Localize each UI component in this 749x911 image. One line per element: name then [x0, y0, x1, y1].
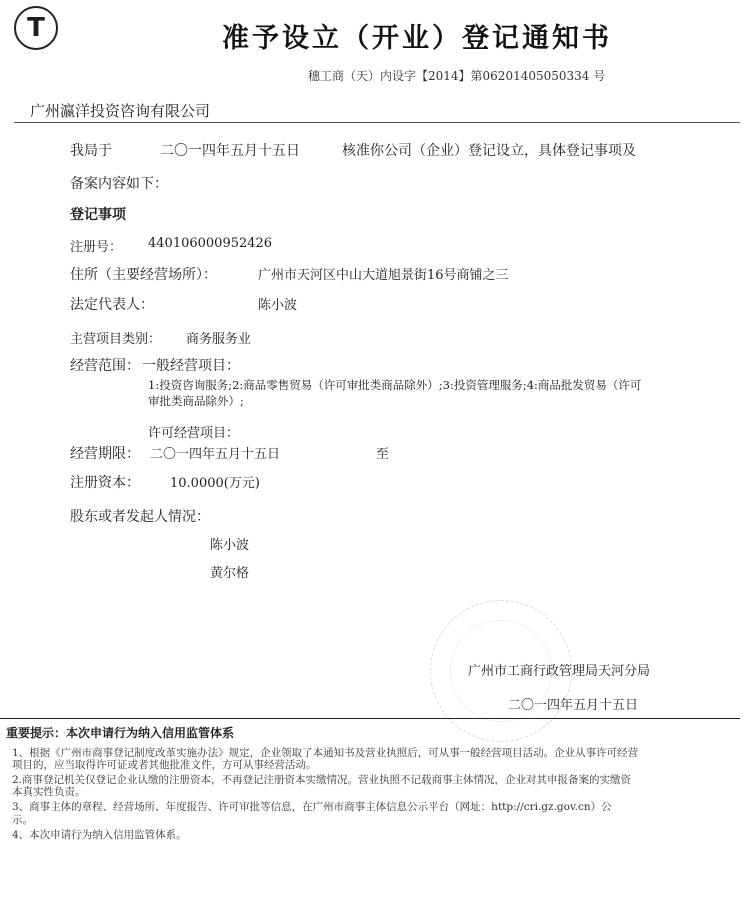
general-items-line1: 1:投资咨询服务;2:商品零售贸易（许可审批类商品除外）;3:投资管理服务;4:商品批发贸易（许可	[148, 378, 642, 392]
notice-line: 项目的，应当取得许可证或者其他批准文件，方可从事经营活动。	[12, 759, 317, 771]
notice-line: 2.商事登记机关仅登记企业认缴的注册资本，不再登记注册资本实缴情况。营业执照不记载商事主体情况，企业对其申报备案的实缴资	[12, 774, 632, 786]
document-title: 准予设立（开业）登记通知书	[222, 23, 612, 54]
header-divider	[14, 122, 740, 123]
intro-line2: 备案内容如下：	[70, 176, 168, 192]
licensed-items-label: 许可经营项目：	[148, 426, 240, 441]
circled-t-stamp: T	[14, 6, 58, 50]
business-scope-label: 经营范围：	[70, 358, 140, 374]
issuer-name: 广州市工商行政管理局天河分局	[468, 664, 651, 679]
intro-prefix: 我局于	[70, 143, 112, 159]
term-start: 二〇一四年五月十五日	[150, 447, 281, 462]
intro-date: 二〇一四年五月十五日	[160, 143, 300, 159]
notice-divider	[0, 718, 740, 719]
notice-title: 重要提示：本次申请行为纳入信用监管体系	[6, 726, 235, 740]
notice-line: 3、商事主体的章程、经营场所、年度报告、许可审批等信息，在广州市商事主体信息公示平台（网址：http://cri.gz.gov.cn）公	[12, 801, 612, 813]
notice-line: 1、根据《广州市商事登记制度改革实施办法》规定，企业领取了本通知书及营业执照后，可从事一般经营项目活动。企业从事许可经营	[12, 747, 639, 759]
term-to: 至	[376, 447, 390, 462]
main-category-label: 主营项目类别：	[70, 332, 162, 347]
shareholders-label: 股东或者发起人情况：	[70, 509, 210, 525]
reg-number-label: 注册号：	[70, 240, 123, 255]
address-value: 广州市天河区中山大道旭景街16号商铺之三	[258, 268, 509, 283]
general-items-label: 一般经营项目：	[142, 358, 240, 374]
notice-line: 本真实性负责。	[12, 786, 86, 798]
issue-date: 二〇一四年五月十五日	[508, 698, 639, 713]
capital-label: 注册资本：	[70, 475, 140, 491]
address-label: 住所（主要经营场所）：	[70, 267, 217, 283]
intro-suffix: 核准你公司（企业）登记设立，具体登记事项及	[342, 143, 636, 159]
legal-rep-label: 法定代表人：	[70, 297, 154, 313]
document-number: 穗工商（天）内设字【2014】第06201405050334 号	[308, 69, 606, 83]
shareholder-name: 黄尔格	[210, 566, 250, 581]
reg-number-value: 440106000952426	[148, 236, 273, 251]
notice-line: 4、本次申请行为纳入信用监管体系。	[12, 829, 187, 841]
shareholder-name: 陈小波	[210, 538, 250, 553]
capital-value: 10.0000(万元)	[170, 476, 260, 491]
company-name: 广州瀛洋投资咨询有限公司	[30, 102, 211, 120]
main-category-value: 商务服务业	[186, 332, 252, 347]
section-title: 登记事项	[70, 207, 126, 223]
general-items-line2: 审批类商品除外）;	[148, 394, 244, 408]
term-label: 经营期限：	[70, 446, 140, 462]
legal-rep-value: 陈小波	[258, 298, 298, 313]
notice-line: 示。	[12, 814, 33, 826]
